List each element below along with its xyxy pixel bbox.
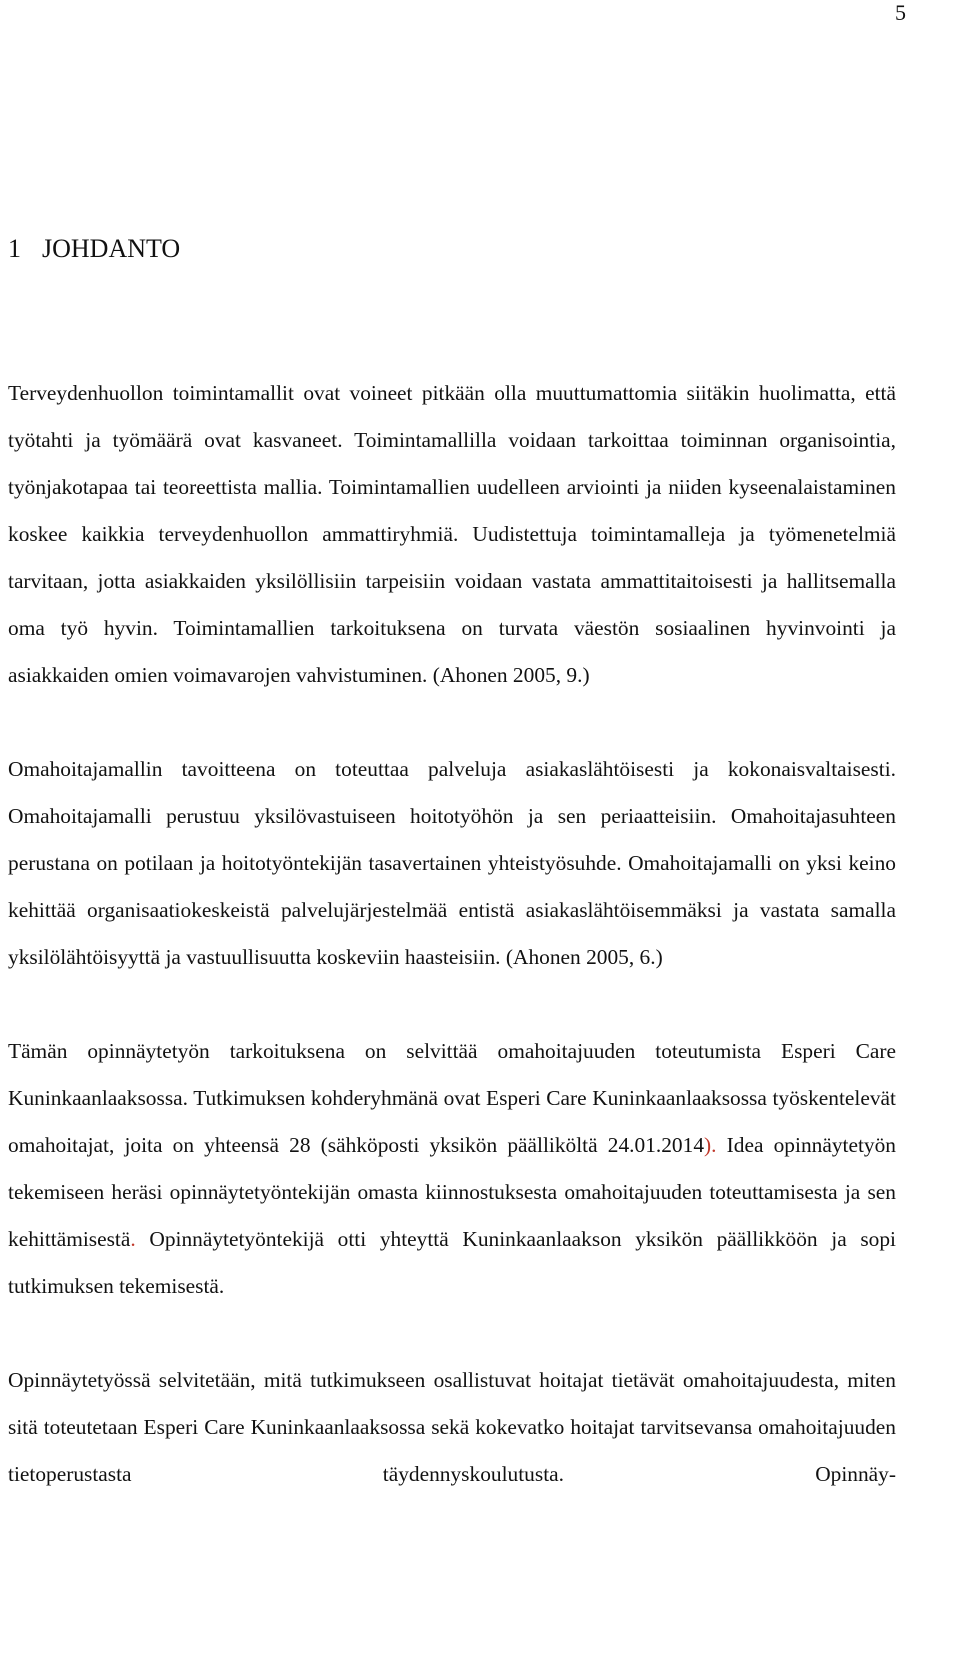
body-text — [8, 370, 896, 1498]
paragraph-1: Terveydenhuollon toimintamallit ovat voineet pitkään olla muuttumattomia siitäkin huolimatta, että työtahti ja työmäärä ovat kasvaneet. Toimintamallilla voidaan tarkoittaa toiminnan organisointia, työnjakotapaa tai teoreettista mallia. Toimintamallien uudelleen arviointi ja niiden kyseenalaistaminen koskee kaikkia terveydenhuollon ammattiryhmiä. Uudistettuja toimintamalleja ja työmenetelmiä tarvitaan, jotta asiakkaiden yksilöllisiin tarpeisiin voidaan vastata ammattitaitoisesti ja hallitsemalla oma työ hyvin. Toimintamallien tarkoituksena on turvata väestön sosiaalinen hyvinvointi ja asiakkaiden omien voimavarojen vahvistuminen. (Ahonen 2005, 9.) — [8, 381, 896, 687]
paragraph-3-text-2: Idea opinnäytetyön tekemiseen heräsi opinnäytetyöntekijän omasta kiinnostuksesta omahoitajuuden toteuttamisesta ja sen kehittämisestä — [8, 1133, 896, 1251]
paragraph-4: Opinnäytetyössä selvitetään, mitä tutkimukseen osallistuvat hoitajat tietävät omahoitajuudesta, miten sitä toteutetaan Esperi Care Kuninkaanlaaksossa sekä kokevatko hoitajat tarvitsevansa omahoitajuuden tietoperustasta täydennyskoulutusta. Opinnäy- — [8, 1368, 896, 1486]
page-number: 5 — [895, 0, 906, 25]
chapter-heading — [8, 232, 180, 266]
paragraph-3-text-1: Tämän opinnäytetyön tarkoituksena on selvittää omahoitajuuden toteutumista Esperi Care Kuninkaanlaaksossa. Tutkimuksen kohderyhmänä ovat Esperi Care Kuninkaanlaaksossa työskentelevät omahoitajat, joita on yhteensä 28 (sähköposti yksikön päälliköltä 24.01.2014 — [8, 1039, 896, 1157]
paragraph-3-red-mark-1: ). — [704, 1133, 717, 1157]
chapter-number: 1 — [8, 234, 21, 263]
chapter-title: JOHDANTO — [42, 234, 181, 263]
paragraph-3-red-mark-2: . — [130, 1227, 136, 1251]
paragraph-2: Omahoitajamallin tavoitteena on toteuttaa palveluja asiakaslähtöisesti ja kokonaisvaltaisesti. Omahoitajamalli perustuu yksilövastuiseen hoitotyöhön ja sen periaatteisiin. Omahoitajasuhteen perustana on potilaan ja hoitotyöntekijän tasavertainen yhteistyösuhde. Omahoitajamalli on yksi keino kehittää organisaatiokeskeistä palvelujärjestelmää entistä asiakaslähtöisemmäksi ja vastata samalla yksilölähtöisyyttä ja vastuullisuutta koskeviin haasteisiin. (Ahonen 2005, 6.) — [8, 757, 896, 969]
paragraph-3 — [8, 1028, 896, 1310]
paragraph-3-text-3: Opinnäytetyöntekijä otti yhteyttä Kuninkaanlaakson yksikön päällikköön ja sopi tutkimuksen tekemisestä. — [8, 1227, 896, 1298]
